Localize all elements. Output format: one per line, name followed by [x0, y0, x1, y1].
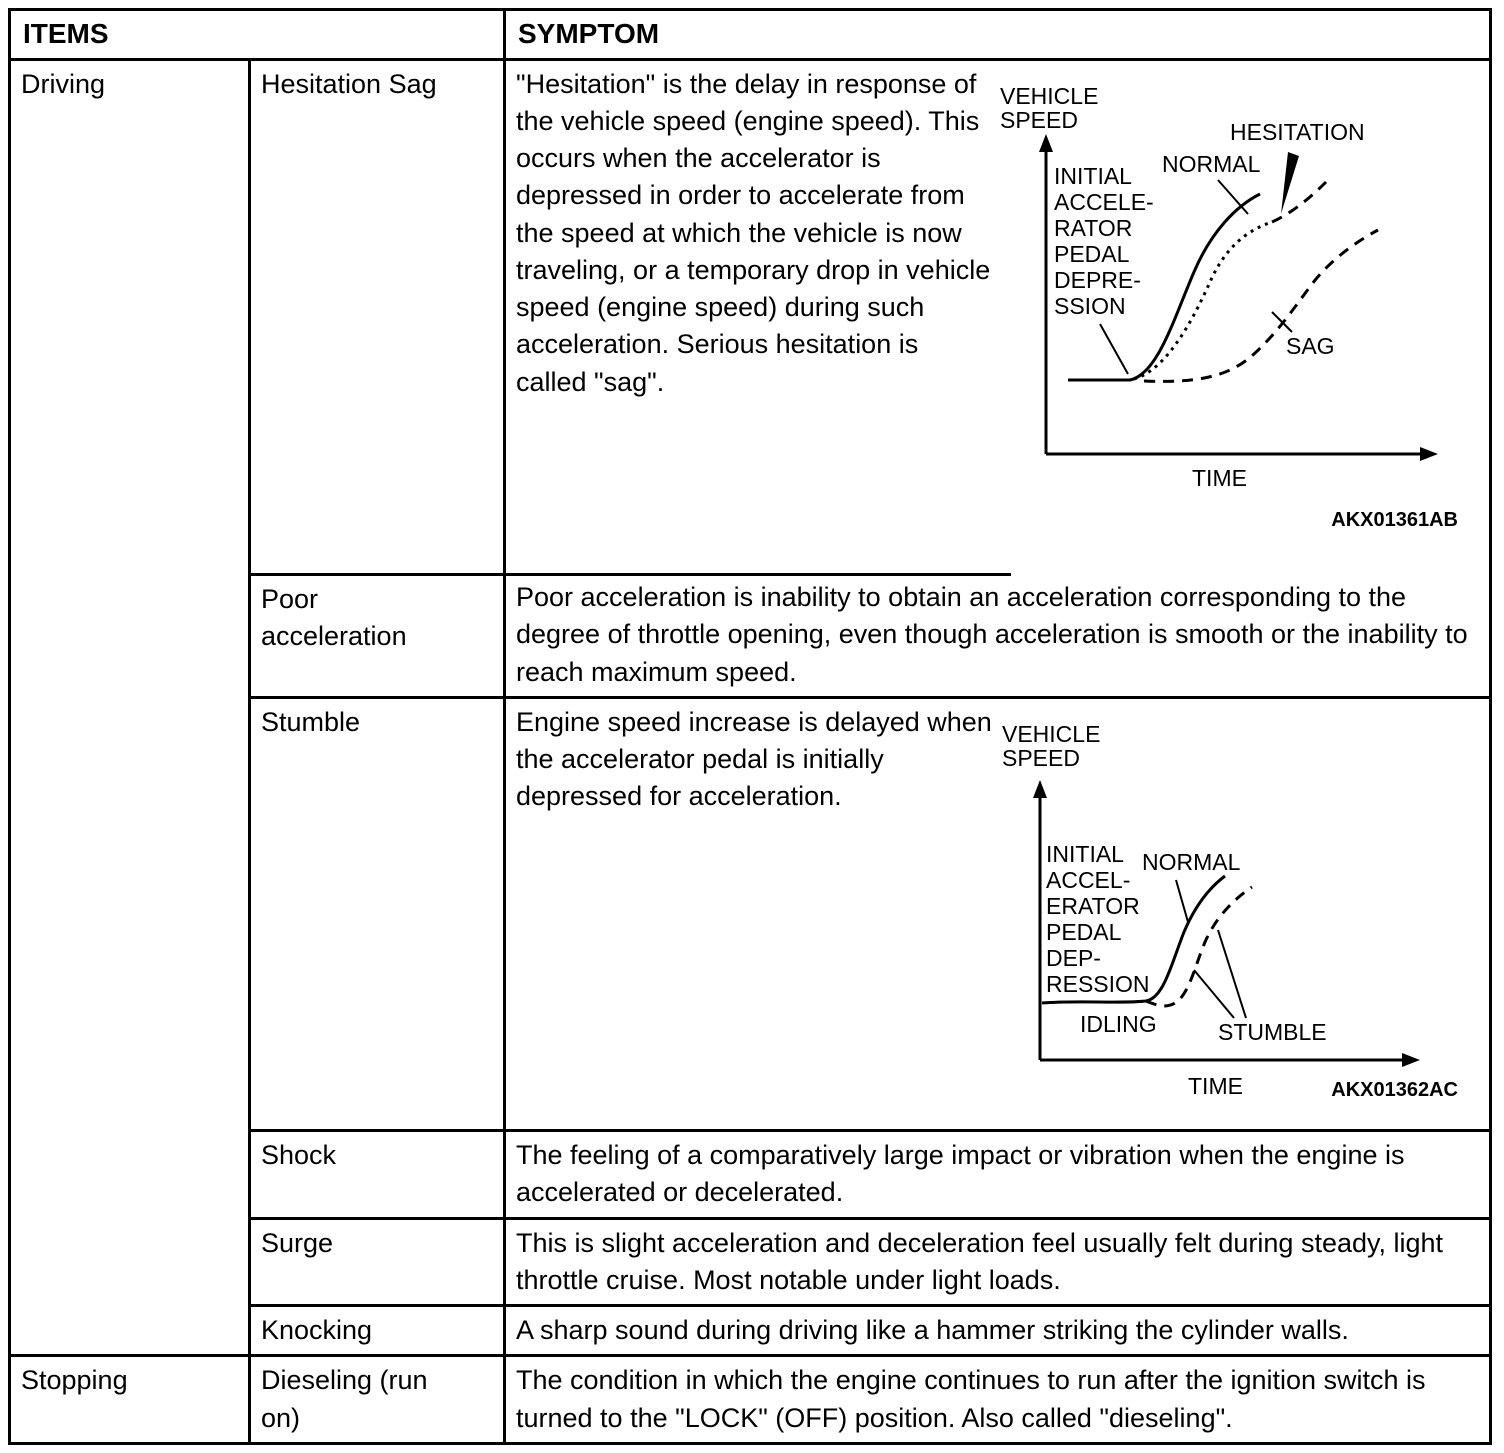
row-dieseling	[10, 1356, 1491, 1444]
y-axis-label-line2: SPEED	[1000, 106, 1078, 133]
subitem-hesitation-sag: Hesitation Sag	[250, 59, 505, 574]
symptom-cell-stumble	[505, 697, 1491, 1130]
pedal-label-line5: DEPRE-	[1054, 266, 1141, 293]
surge-description: This is slight acceleration and deceleration feel usually felt during steady, light throttle cruise. Most notable under light loads.	[516, 1227, 1444, 1295]
normal-label: NORMAL	[1142, 848, 1241, 875]
pedal-label-line1: INITIAL	[1054, 162, 1132, 189]
subitem-poor-acceleration: Poor acceleration	[250, 574, 505, 697]
x-axis-arrow-icon	[1420, 447, 1438, 461]
pedal-leader-line	[1100, 324, 1128, 374]
figure-code: AKX01361AB	[1331, 508, 1458, 531]
row-hesitation-sag	[10, 59, 1491, 574]
normal-label: NORMAL	[1162, 150, 1261, 177]
y-axis-arrow-icon	[1039, 134, 1053, 152]
normal-leader-line	[1218, 180, 1248, 214]
y-axis-label-line2: SPEED	[1002, 744, 1080, 771]
y-axis-arrow-icon	[1033, 780, 1047, 798]
subitem-stumble: Stumble	[250, 697, 505, 1130]
y-axis-label-line1: VEHICLE	[1000, 82, 1099, 109]
idling-label: IDLING	[1080, 1010, 1157, 1037]
pedal-label-line6: SSION	[1054, 292, 1126, 319]
hesitation-description: "Hesitation" is the delay in response of the vehicle speed (engine speed). This occurs when the accelerator is depressed in order to accelerate from the speed at which the vehicle is now traveling, or a temporary drop in vehicle speed (engine speed) during such acceleration. Serious hesitation is called "sag".	[516, 68, 991, 397]
symptom-cell-surge	[505, 1218, 1491, 1306]
y-axis-label-line1: VEHICLE	[1002, 720, 1101, 747]
stumble-content	[516, 704, 1479, 1124]
normal-leader-line	[1176, 880, 1188, 922]
knocking-description: A sharp sound during driving like a hammer striking the cylinder walls.	[516, 1315, 1349, 1346]
pedal-label-line1: INITIAL	[1046, 840, 1124, 867]
hesitation-arrow-icon	[1281, 152, 1299, 214]
item-group-stopping: Stopping	[10, 1356, 250, 1444]
symptom-cell-hesitation	[505, 59, 1491, 574]
x-axis-label: TIME	[1188, 1072, 1243, 1099]
stumble-description: Engine speed increase is delayed when the accelerator pedal is initially depressed for acceleration.	[516, 706, 992, 812]
pedal-label-line3: RATOR	[1054, 214, 1133, 241]
hesitation-content	[516, 66, 1479, 542]
subitem-surge: Surge	[250, 1218, 505, 1306]
pedal-label-line5: DEP-	[1046, 944, 1101, 971]
header-items: ITEMS	[10, 10, 505, 60]
stumble-label: STUMBLE	[1218, 1018, 1327, 1045]
stumble-diagram	[994, 704, 1479, 1124]
hesitation-curve-dotted	[1134, 222, 1272, 379]
subitem-shock: Shock	[250, 1131, 505, 1219]
pedal-label-line4: PEDAL	[1046, 918, 1122, 945]
symptom-cell-poor-acceleration	[505, 574, 1491, 697]
hesitation-label: HESITATION	[1230, 118, 1365, 145]
subitem-knocking: Knocking	[250, 1306, 505, 1356]
symptom-cell-knocking	[505, 1306, 1491, 1356]
poor-acceleration-description: Poor acceleration is inability to obtain an acceleration corresponding to the degree of throttle opening, even though acceleration is smooth or the inability to reach maximum speed.	[516, 582, 1468, 687]
symptom-cell-dieseling	[505, 1356, 1491, 1444]
pedal-label-line6: RESSION	[1046, 970, 1150, 997]
dieseling-description: The condition in which the engine continues to run after the ignition switch is turned to the "LOCK" (OFF) position. Also called "dieseling".	[516, 1365, 1426, 1433]
hesitation-sag-chart	[994, 80, 1466, 532]
figure-code: AKX01362AC	[1331, 1078, 1458, 1101]
pedal-label-line3: ERATOR	[1046, 892, 1140, 919]
stumble-chart	[994, 718, 1466, 1114]
header-symptom: SYMPTOM	[505, 10, 1491, 60]
hesitation-curve-dashed	[1272, 182, 1326, 222]
x-axis-arrow-icon	[1402, 1053, 1420, 1067]
hesitation-diagram	[994, 66, 1479, 542]
item-group-driving: Driving	[10, 59, 250, 1356]
symptom-cell-shock	[505, 1131, 1491, 1219]
shock-description: The feeling of a comparatively large impact or vibration when the engine is accelerated or decelerated.	[516, 1140, 1405, 1208]
x-axis-label: TIME	[1192, 464, 1247, 491]
symptom-table	[8, 8, 1492, 1445]
pedal-label-line2: ACCEL-	[1046, 866, 1131, 893]
table-header-row	[10, 10, 1491, 60]
stumble-leader-line-1	[1194, 970, 1234, 1018]
pedal-label-line4: PEDAL	[1054, 240, 1130, 267]
pedal-label-line2: ACCELE-	[1054, 188, 1154, 215]
sag-label: SAG	[1286, 332, 1335, 359]
sag-leader-line	[1272, 312, 1292, 332]
subitem-dieseling: Dieseling (run on)	[250, 1356, 505, 1444]
